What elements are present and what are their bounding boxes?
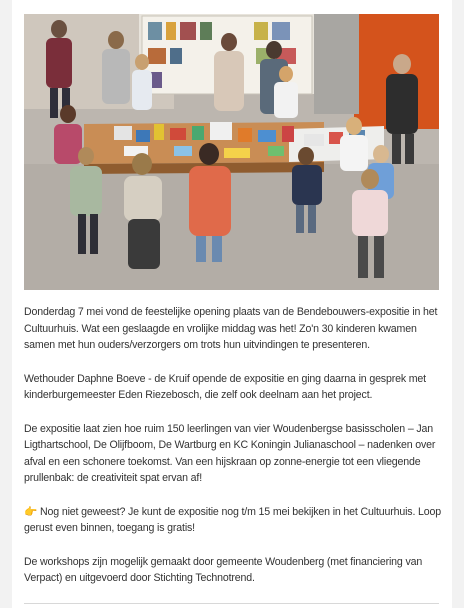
article-paragraph-opening: Donderdag 7 mei vond de feestelijke opening plaats van de Bendebouwers-expositie in het Cultuurhuis. Wat een geslaagde en vrolijke middag was het! Zo'n 30 kinderen kwamen samen met hun ouders/verzorgers om trots hun uitvindingen te presenteren. <box>24 306 438 351</box>
article-paragraph-visit <box>24 504 442 537</box>
visit-text: Nog niet geweest? Je kunt de expositie nog t/m 15 mei bekijken in het Cultuurhuis. Loop gerust even binnen, toegang is gratis! <box>24 505 441 534</box>
exhibition-photo <box>24 14 439 290</box>
article-paragraph-exhibition: De expositie laat zien hoe ruim 150 leerlingen van vier Woudenbergse basisscholen – Jan Ligthartschool, De Olijfboom, De Wartburg en KC Koningin Julianaschool – nadenken over afval en een schonere toekomst. Van een hijskraan op zonne-energie tot een vliegende prullenbak: de creativiteit spat ervan af! <box>24 422 436 484</box>
content-card <box>12 0 452 608</box>
article-body <box>24 304 442 604</box>
pointing-hand-icon: 👉 <box>24 505 38 518</box>
article-paragraph-wethouder: Wethouder Daphne Boeve - de Kruif opende de expositie en ging daarna in gesprek met kinderburgemeester Eden Riezebosch, die zelf ook deelnam aan het project. <box>24 372 426 401</box>
section-divider <box>24 603 439 604</box>
photo-image <box>24 14 439 290</box>
article-paragraph-credits: De workshops zijn mogelijk gemaakt door gemeente Woudenberg (met financiering van Verpact) en uitgevoerd door Stichting Technotrend. <box>24 555 423 584</box>
